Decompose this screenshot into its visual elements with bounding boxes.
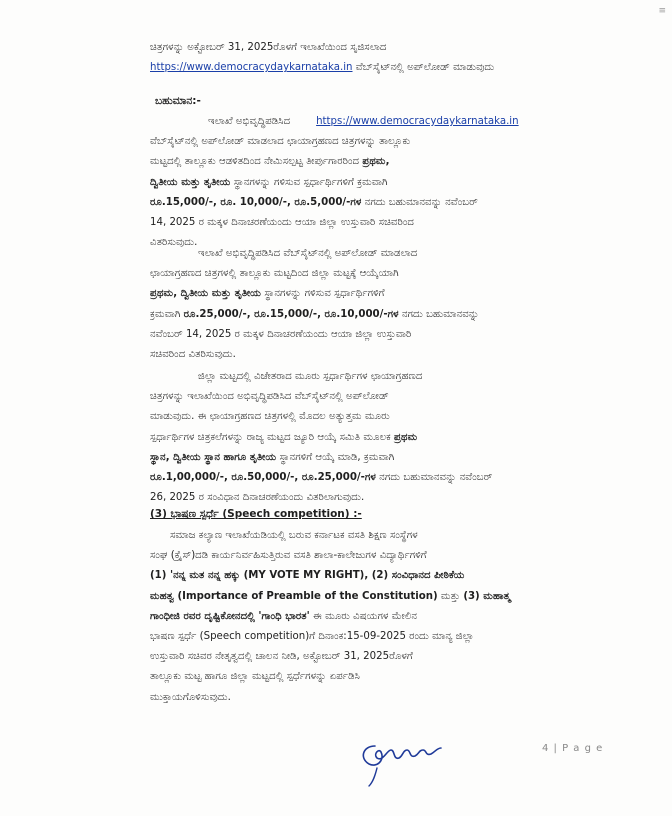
text-line: ಜಿಲ್ಲಾ ಮಟ್ಟದಲ್ಲಿ ವಿಜೇತರಾದ ಮೂರು ಸ್ಪರ್ಧಾರ್ಥಿಗಳ ಛಾಯಾಗ್ರಹಣದ [198, 371, 423, 382]
text-line: ನವೆಂಬರ್ 14, 2025 ರ ಮಕ್ಕಳ ದಿನಾಚರಣೆಯಂದು ಆಯಾ ಜಿಲ್ಲಾ ಉಸ್ತುವಾರಿ [150, 328, 412, 340]
text-line: ಸಮಾಜ ಕಲ್ಯಾಣ ಇಲಾಖೆಯಡಿಯಲ್ಲಿ ಬರುವ ಕರ್ನಾಟಕ ವಸತಿ ಶಿಕ್ಷಣ ಸಂಸ್ಥೆಗಳ [170, 530, 418, 541]
page-number: 4 | P a g e [542, 743, 604, 754]
website-link[interactable]: https://www.democracydaykarnataka.in [150, 62, 353, 74]
text-line: ಇಲಾಖೆ ಅಭಿವೃದ್ಧಿಪಡಿಸಿದ ವೆಬ್‌ಸೈಟ್‌ನಲ್ಲಿ ಅಪ್‌ಲೋಡ್ ಮಾಡಲಾದ [198, 248, 418, 259]
text-line: ಗಾಂಧೀಜಿ ರವರ ದೃಷ್ಟಿಕೋನದಲ್ಲಿ 'ಗಾಂಧಿ ಭಾರತ' ಈ ಮೂರು ವಿಷಯಗಳ ಮೇಲಿನ [150, 610, 417, 622]
text-line: ಸ್ಥಾನ, ದ್ವಿತೀಯ ಸ್ಥಾನ ಹಾಗೂ ತೃತೀಯ ಸ್ಥಾನಗಳಿಗೆ ಆಯ್ಕೆ ಮಾಡಿ, ಕ್ರಮವಾಗಿ [150, 451, 395, 463]
text-line: ಸಚಿವರಿಂದ ವಿತರಿಸುವುದು. [150, 349, 236, 361]
paragraph-0 [150, 38, 584, 78]
text-line: ಮಾಡುವುದು. ಈ ಛಾಯಾಗ್ರಹಣದ ಚಿತ್ರಗಳಲ್ಲಿ ಮೊದಲ ಅತ್ಯುತ್ತಮ ಮೂರು [150, 411, 390, 423]
paragraph-3 [150, 367, 584, 508]
paragraph-4 [150, 526, 584, 708]
text-line: ಇಲಾಖೆ ಅಭಿವೃದ್ಧಿಪಡಿಸಿದ https://www.democracydaykarnataka.in [208, 116, 519, 127]
text-line: ತಾಲ್ಲೂಕು ಮಟ್ಟ ಹಾಗೂ ಜಿಲ್ಲಾ ಮಟ್ಟದಲ್ಲಿ ಸ್ಪರ್ಧೆಗಳನ್ನು ಏರ್ಪಡಿಸಿ [150, 671, 360, 683]
text-line: ಛಾಯಾಗ್ರಹಣದ ಚಿತ್ರಗಳಲ್ಲಿ ತಾಲ್ಲೂಕು ಮಟ್ಟದಿಂದ ಜಿಲ್ಲಾ ಮಟ್ಟಕ್ಕೆ ಆಯ್ಕೆಯಾಗಿ [150, 268, 399, 280]
text-line: https://www.democracydaykarnataka.in ವೆಬ್‌ಸೈಟ್‌ನಲ್ಲಿ ಅಪ್‌ಲೋಡ್ ಮಾಡುವುದು [150, 62, 495, 74]
paragraph-1 [150, 112, 584, 253]
text-line: 14, 2025 ರ ಮಕ್ಕಳ ದಿನಾಚರಣೆಯಂದು ಆಯಾ ಜಿಲ್ಲಾ ಉಸ್ತುವಾರಿ ಸಚಿವರಿಂದ [150, 217, 414, 229]
text-line: ಉಸ್ತುವಾರಿ ಸಚಿವರ ನೇತೃತ್ವದಲ್ಲಿ ಚಾಲನ ನೀಡಿ, ಅಕ್ಟೋಬರ್ 31, 2025ರೊಳಗೆ [150, 651, 413, 663]
text-line: ಚಿತ್ರಗಳನ್ನು ಇಲಾಖೆಯಿಂದ ಅಭಿವೃದ್ಧಿಪಡಿಸಿದ ವೆಬ್‌ಸೈಟ್‌ನಲ್ಲಿ ಅಪ್‌ಲೋಡ್ [150, 391, 389, 403]
paragraph-2 [150, 244, 584, 365]
text-line: 26, 2025 ರ ಸಂವಿಧಾನ ದಿನಾಚರಣೆಯಂದು ವಿತರಿಲಾಗುವುದು. [150, 492, 365, 504]
text-line: ಮುಕ್ತಾಯಗೊಳಿಸುವುದು. [150, 691, 231, 703]
text-line: (1) 'ನನ್ನ ಮತ ನನ್ನ ಹಕ್ಕು (MY VOTE MY RIGHT), (2) ಸಂವಿಧಾನದ ಪೀಠಿಕೆಯ [150, 570, 465, 582]
heading-prize: ಬಹುಮಾನ:- [155, 95, 201, 107]
text-line: ದ್ವಿತೀಯ ಮತ್ತು ತೃತೀಯ ಸ್ಥಾನಗಳನ್ನು ಗಳಿಸುವ ಸ್ಪರ್ಧಾರ್ಥಿಗಳಿಗೆ ಕ್ರಮವಾಗಿ [150, 176, 388, 188]
text-line: ರೂ.15,000/-, ರೂ. 10,000/-, ರೂ.5,000/-ಗಳ ನಗದು ಬಹುಮಾನವನ್ನು ನವೆಂಬರ್ [150, 196, 478, 208]
text-line: ಚಿತ್ರಗಳನ್ನು ಅಕ್ಟೋಬರ್ 31, 2025ರೊಳಗೆ ಇಲಾಖೆಯಿಂದ ಸೃಜಿಸಲಾದ [150, 42, 387, 53]
signature-graphic [355, 728, 445, 788]
text-line: ಸಂಘ (ಕ್ರೈಸ್)ದಡಿ ಕಾರ್ಯನಿರ್ವಹಿಸುತ್ತಿರುವ ವಸತಿ ಶಾಲಾ-ಕಾಲೇಜುಗಳ ವಿದ್ಯಾರ್ಥಿಗಳಿಗೆ [150, 550, 427, 562]
website-link[interactable]: https://www.democracydaykarnataka.in [316, 116, 519, 127]
text-line: ಪ್ರಥಮ, ದ್ವಿತೀಯ ಮತ್ತು ತೃತೀಯ ಸ್ಥಾನಗಳನ್ನು ಗಳಿಸುವ ಸ್ಪರ್ಧಾರ್ಥಿಗಳಿಗೆ [150, 288, 385, 300]
text-line: ಸ್ಪರ್ಧಾರ್ಥಿಗಳ ಚಿತ್ರಕಲೆಗಳನ್ನು ರಾಜ್ಯ ಮಟ್ಟದ ಜ್ಯೂರಿ ಆಯ್ಕೆ ಸಮಿತಿ ಮೂಲಕ ಪ್ರಥಮ [150, 431, 418, 443]
text-line: ಮಹತ್ವ (Importance of Preamble of the Constitution) ಮತ್ತು (3) ಮಹಾತ್ಮ [150, 590, 511, 602]
heading-speech-competition: (3) ಭಾಷಣ ಸ್ಪರ್ಧೆ (Speech competition) :- [150, 508, 362, 520]
text-line: ಭಾಷಣ ಸ್ಪರ್ಧೆ (Speech competition)ಗೆ ದಿನಾಂಕ:15-09-2025 ರಂದು ಮಾನ್ಯ ಜಿಲ್ಲಾ [150, 631, 474, 643]
text-line: ವೆಬ್‌ಸೈಟ್‌ನಲ್ಲಿ ಅಪ್‌ಲೋಡ್ ಮಾಡಲಾದ ಛಾಯಾಗ್ರಹಣದ ಚಿತ್ರಗಳನ್ನು ತಾಲ್ಲೂಕು [150, 136, 411, 148]
corner-mark: ≡ [658, 6, 666, 16]
text-line: ರೂ.1,00,000/-, ರೂ.50,000/-, ರೂ.25,000/-ಗಳ ನಗದು ಬಹುಮಾನವನ್ನು ನವೆಂಬರ್ [150, 472, 493, 484]
text-line: ಮಟ್ಟದಲ್ಲಿ ತಾಲ್ಲೂಕು ಆಡಳಿತದಿಂದ ನೇಮಿಸಲ್ಪಟ್ಟ ತೀರ್ಪುಗಾರರಿಂದ ಪ್ರಥಮ, [150, 156, 390, 168]
text-line: ವಿತರಿಸುವುದು. [150, 237, 198, 249]
text-line: ಕ್ರಮವಾಗಿ ರೂ.25,000/-, ರೂ.15,000/-, ರೂ.10,000/-ಗಳ ನಗದು ಬಹುಮಾನವನ್ನು [150, 308, 480, 320]
